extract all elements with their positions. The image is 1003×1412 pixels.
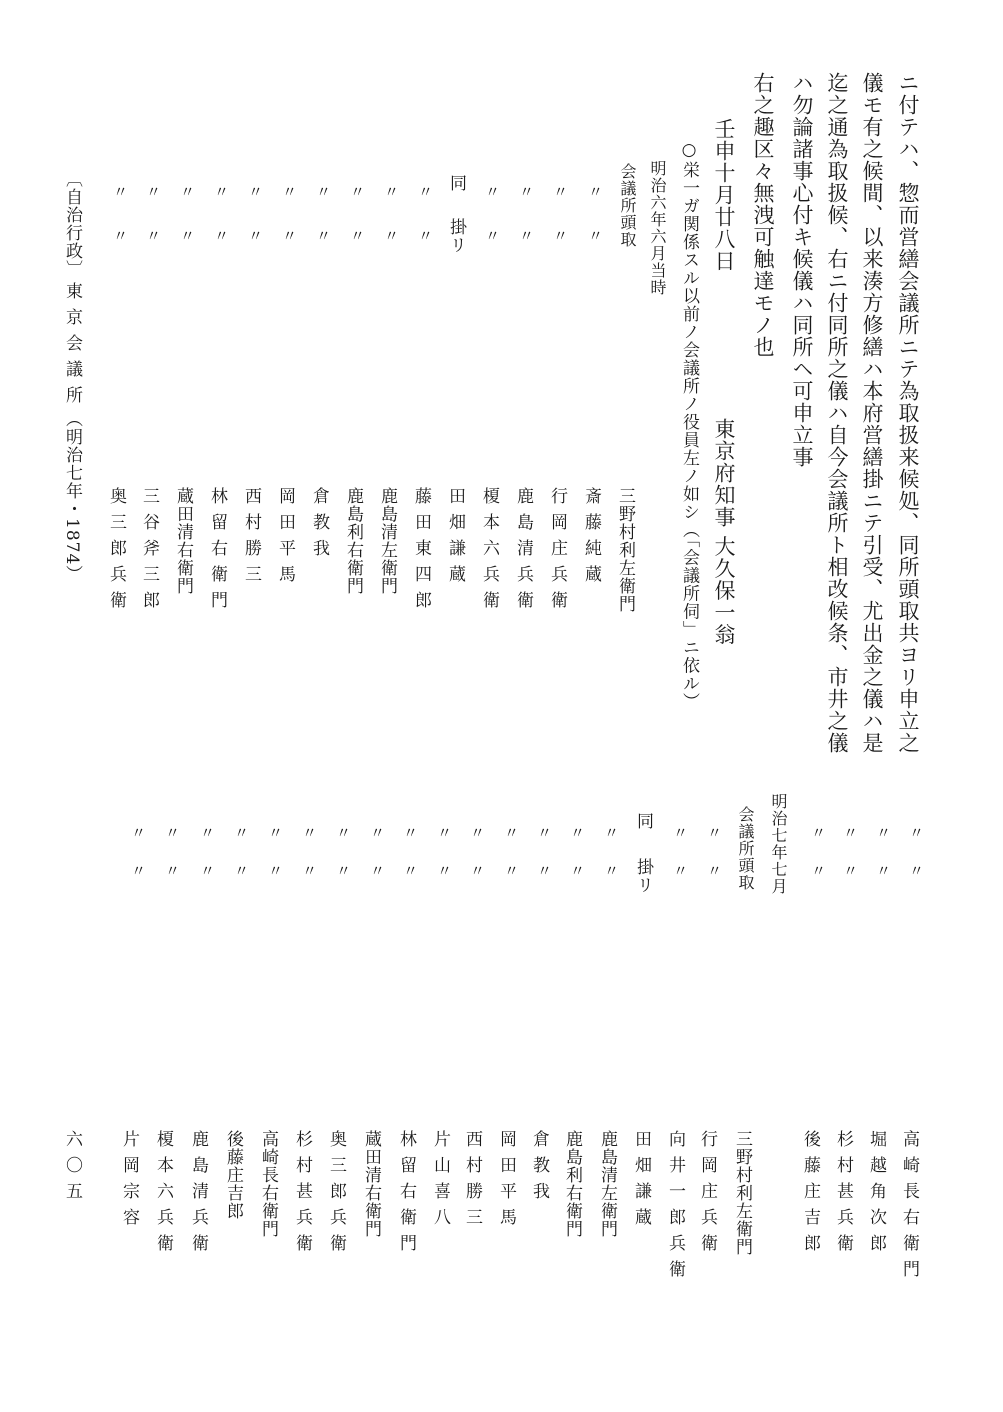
section2-name: 鹿島利右衛門	[562, 1130, 582, 1238]
ditto-mark: 〃	[316, 183, 332, 201]
section2-name: 片岡宗容	[119, 1130, 139, 1234]
section2-name: 行岡庄兵衛	[697, 1130, 717, 1260]
ditto-mark: 〃	[418, 183, 434, 201]
section1-period: 明治六年六月当時	[648, 160, 667, 296]
section2-name: 西村勝三	[462, 1130, 482, 1234]
ditto-mark: 〃	[350, 183, 366, 201]
ditto-mark: 〃	[553, 183, 569, 201]
body-text-line: ニ付テハ、惣而営繕会議所ニテ為取扱来候処、同所頭取共ヨリ申立之	[896, 72, 920, 754]
section2-name: 田畑謙蔵	[631, 1130, 651, 1234]
ditto-mark: 〃	[200, 862, 216, 880]
running-header-title: 東京会議所	[62, 282, 82, 412]
ditto-mark: 〃	[811, 862, 827, 880]
ditto-mark: 〃	[570, 862, 586, 880]
ditto-mark: 〃	[707, 862, 723, 880]
ditto-mark: 〃	[519, 227, 535, 245]
ditto-mark: 〃	[876, 824, 892, 842]
section1-name: 岡田平馬	[275, 487, 295, 591]
ditto-mark: 〃	[268, 862, 284, 880]
ditto-mark: 〃	[248, 183, 264, 201]
section1-name: 行岡庄兵衛	[547, 487, 567, 617]
ditto-mark: 〃	[180, 227, 196, 245]
ditto-mark: 〃	[214, 227, 230, 245]
section1-kakari: 掛リ	[446, 218, 466, 254]
ditto-mark: 〃	[437, 824, 453, 842]
section2-name: 片山喜八	[430, 1130, 450, 1234]
ditto-mark: 〃	[418, 227, 434, 245]
ditto-mark: 〃	[384, 227, 400, 245]
section2-name: 奥三郎兵衛	[326, 1130, 346, 1260]
ditto-mark: 〃	[200, 824, 216, 842]
ditto-mark: 〃	[504, 824, 520, 842]
section2-kakari: 掛リ	[633, 858, 653, 894]
ditto-mark: 〃	[113, 227, 129, 245]
ditto-mark: 〃	[268, 824, 284, 842]
section1-name: 鹿島利右衛門	[343, 487, 363, 595]
section1-head-title: 会議所頭取	[618, 163, 637, 248]
ditto-mark: 〃	[336, 862, 352, 880]
ditto-mark: 〃	[146, 227, 162, 245]
running-header-section: 〔自治行政〕	[62, 170, 82, 278]
section2-name: 蔵田清右衛門	[361, 1130, 381, 1238]
ditto-mark: 〃	[909, 862, 925, 880]
body-text-line: 儀モ有之候間、以来湊方修繕ハ本府営繕掛ニテ引受、尤出金之儀ハ是	[860, 72, 884, 754]
ditto-mark: 〃	[570, 824, 586, 842]
section1-name: 三谷斧三郎	[139, 487, 159, 617]
ditto-mark: 〃	[537, 824, 553, 842]
ditto-mark: 〃	[146, 183, 162, 201]
section2-same: 同	[633, 812, 653, 830]
ditto-mark: 〃	[370, 862, 386, 880]
section1-name: 斎藤純蔵	[581, 487, 601, 591]
ditto-mark: 〃	[234, 862, 250, 880]
ditto-mark: 〃	[336, 824, 352, 842]
ditto-mark: 〃	[131, 862, 147, 880]
section2-name: 後藤庄吉郎	[800, 1130, 820, 1260]
section2-name: 倉教我	[529, 1130, 549, 1208]
body-text-line: 右之趣区々無洩可触達モノ也	[751, 72, 775, 358]
ditto-mark: 〃	[234, 824, 250, 842]
section2-period: 明治七年七月	[769, 793, 788, 895]
ditto-mark: 〃	[403, 862, 419, 880]
section1-name: 倉教我	[309, 487, 329, 565]
ditto-mark: 〃	[604, 862, 620, 880]
ditto-mark: 〃	[248, 227, 264, 245]
ditto-mark: 〃	[165, 862, 181, 880]
ditto-mark: 〃	[553, 227, 569, 245]
section2-name: 杉村甚兵衛	[292, 1130, 312, 1260]
section2-name: 向井一郎兵衛	[665, 1130, 685, 1286]
ditto-mark: 〃	[843, 824, 859, 842]
ditto-mark: 〃	[403, 824, 419, 842]
page-number: 六〇五	[62, 1130, 82, 1208]
section1-name: 三野村利左衛門	[615, 487, 635, 613]
ditto-mark: 〃	[485, 183, 501, 201]
ditto-mark: 〃	[384, 183, 400, 201]
section2-name: 堀越角次郎	[866, 1130, 886, 1260]
section1-name: 奥三郎兵衛	[106, 487, 126, 617]
section2-name: 林留右衛門	[396, 1130, 416, 1260]
ditto-mark: 〃	[370, 824, 386, 842]
ditto-mark: 〃	[843, 862, 859, 880]
section1-name: 鹿島清兵衛	[513, 487, 533, 617]
body-text-line: 迄之通為取扱候、右ニ付同所之儀ハ自今会議所ト相改候条、市井之儀	[825, 72, 849, 754]
ditto-mark: 〃	[113, 183, 129, 201]
ditto-mark: 〃	[673, 862, 689, 880]
date-line: 壬申十月廿八日	[712, 118, 736, 272]
ditto-mark: 〃	[282, 227, 298, 245]
ditto-mark: 〃	[470, 862, 486, 880]
section1-same: 同	[446, 174, 466, 192]
section2-name: 榎本六兵衛	[153, 1130, 173, 1260]
section2-head-title: 会議所頭取	[736, 806, 755, 891]
note-line: ○栄一ガ関係スル以前ノ会議所ノ役員左ノ如シ（「会議所伺」ニ依ル）	[679, 140, 699, 711]
ditto-mark: 〃	[282, 183, 298, 201]
section2-name: 岡田平馬	[496, 1130, 516, 1234]
ditto-mark: 〃	[180, 183, 196, 201]
ditto-mark: 〃	[302, 862, 318, 880]
section1-name: 榎本六兵衛	[479, 487, 499, 617]
section1-name: 鹿島清左衛門	[377, 487, 397, 595]
section1-name: 林留右衛門	[207, 487, 227, 617]
ditto-mark: 〃	[909, 824, 925, 842]
section1-name: 西村勝三	[241, 487, 261, 591]
ditto-mark: 〃	[437, 862, 453, 880]
section2-name: 鹿島清左衛門	[597, 1130, 617, 1238]
body-text-line: ハ勿論諸事心付キ候儀ハ同所ヘ可申立事	[790, 72, 814, 468]
section1-name: 蔵田清右衛門	[173, 487, 193, 595]
running-header-era: （明治七年・1874）	[62, 410, 82, 584]
ditto-mark: 〃	[519, 183, 535, 201]
ditto-mark: 〃	[811, 824, 827, 842]
ditto-mark: 〃	[876, 862, 892, 880]
section2-name: 後藤庄吉郎	[223, 1130, 243, 1220]
section2-name: 高崎長右衛門	[258, 1130, 278, 1238]
section2-name: 杉村甚兵衛	[833, 1130, 853, 1260]
ditto-mark: 〃	[588, 183, 604, 201]
ditto-mark: 〃	[604, 824, 620, 842]
ditto-mark: 〃	[504, 862, 520, 880]
ditto-mark: 〃	[588, 227, 604, 245]
ditto-mark: 〃	[537, 862, 553, 880]
ditto-mark: 〃	[302, 824, 318, 842]
section2-name: 高崎長右衛門	[899, 1130, 919, 1286]
section1-name: 田畑謙蔵	[445, 487, 465, 591]
ditto-mark: 〃	[131, 824, 147, 842]
section1-name: 藤田東四郎	[411, 487, 431, 617]
ditto-mark: 〃	[214, 183, 230, 201]
ditto-mark: 〃	[485, 227, 501, 245]
ditto-mark: 〃	[165, 824, 181, 842]
ditto-mark: 〃	[707, 824, 723, 842]
ditto-mark: 〃	[470, 824, 486, 842]
section2-name: 鹿島清兵衛	[188, 1130, 208, 1260]
ditto-mark: 〃	[316, 227, 332, 245]
ditto-mark: 〃	[350, 227, 366, 245]
ditto-mark: 〃	[673, 824, 689, 842]
section2-name: 三野村利左衛門	[732, 1130, 752, 1256]
signature-line: 東京府知事 大久保一翁	[712, 418, 736, 646]
